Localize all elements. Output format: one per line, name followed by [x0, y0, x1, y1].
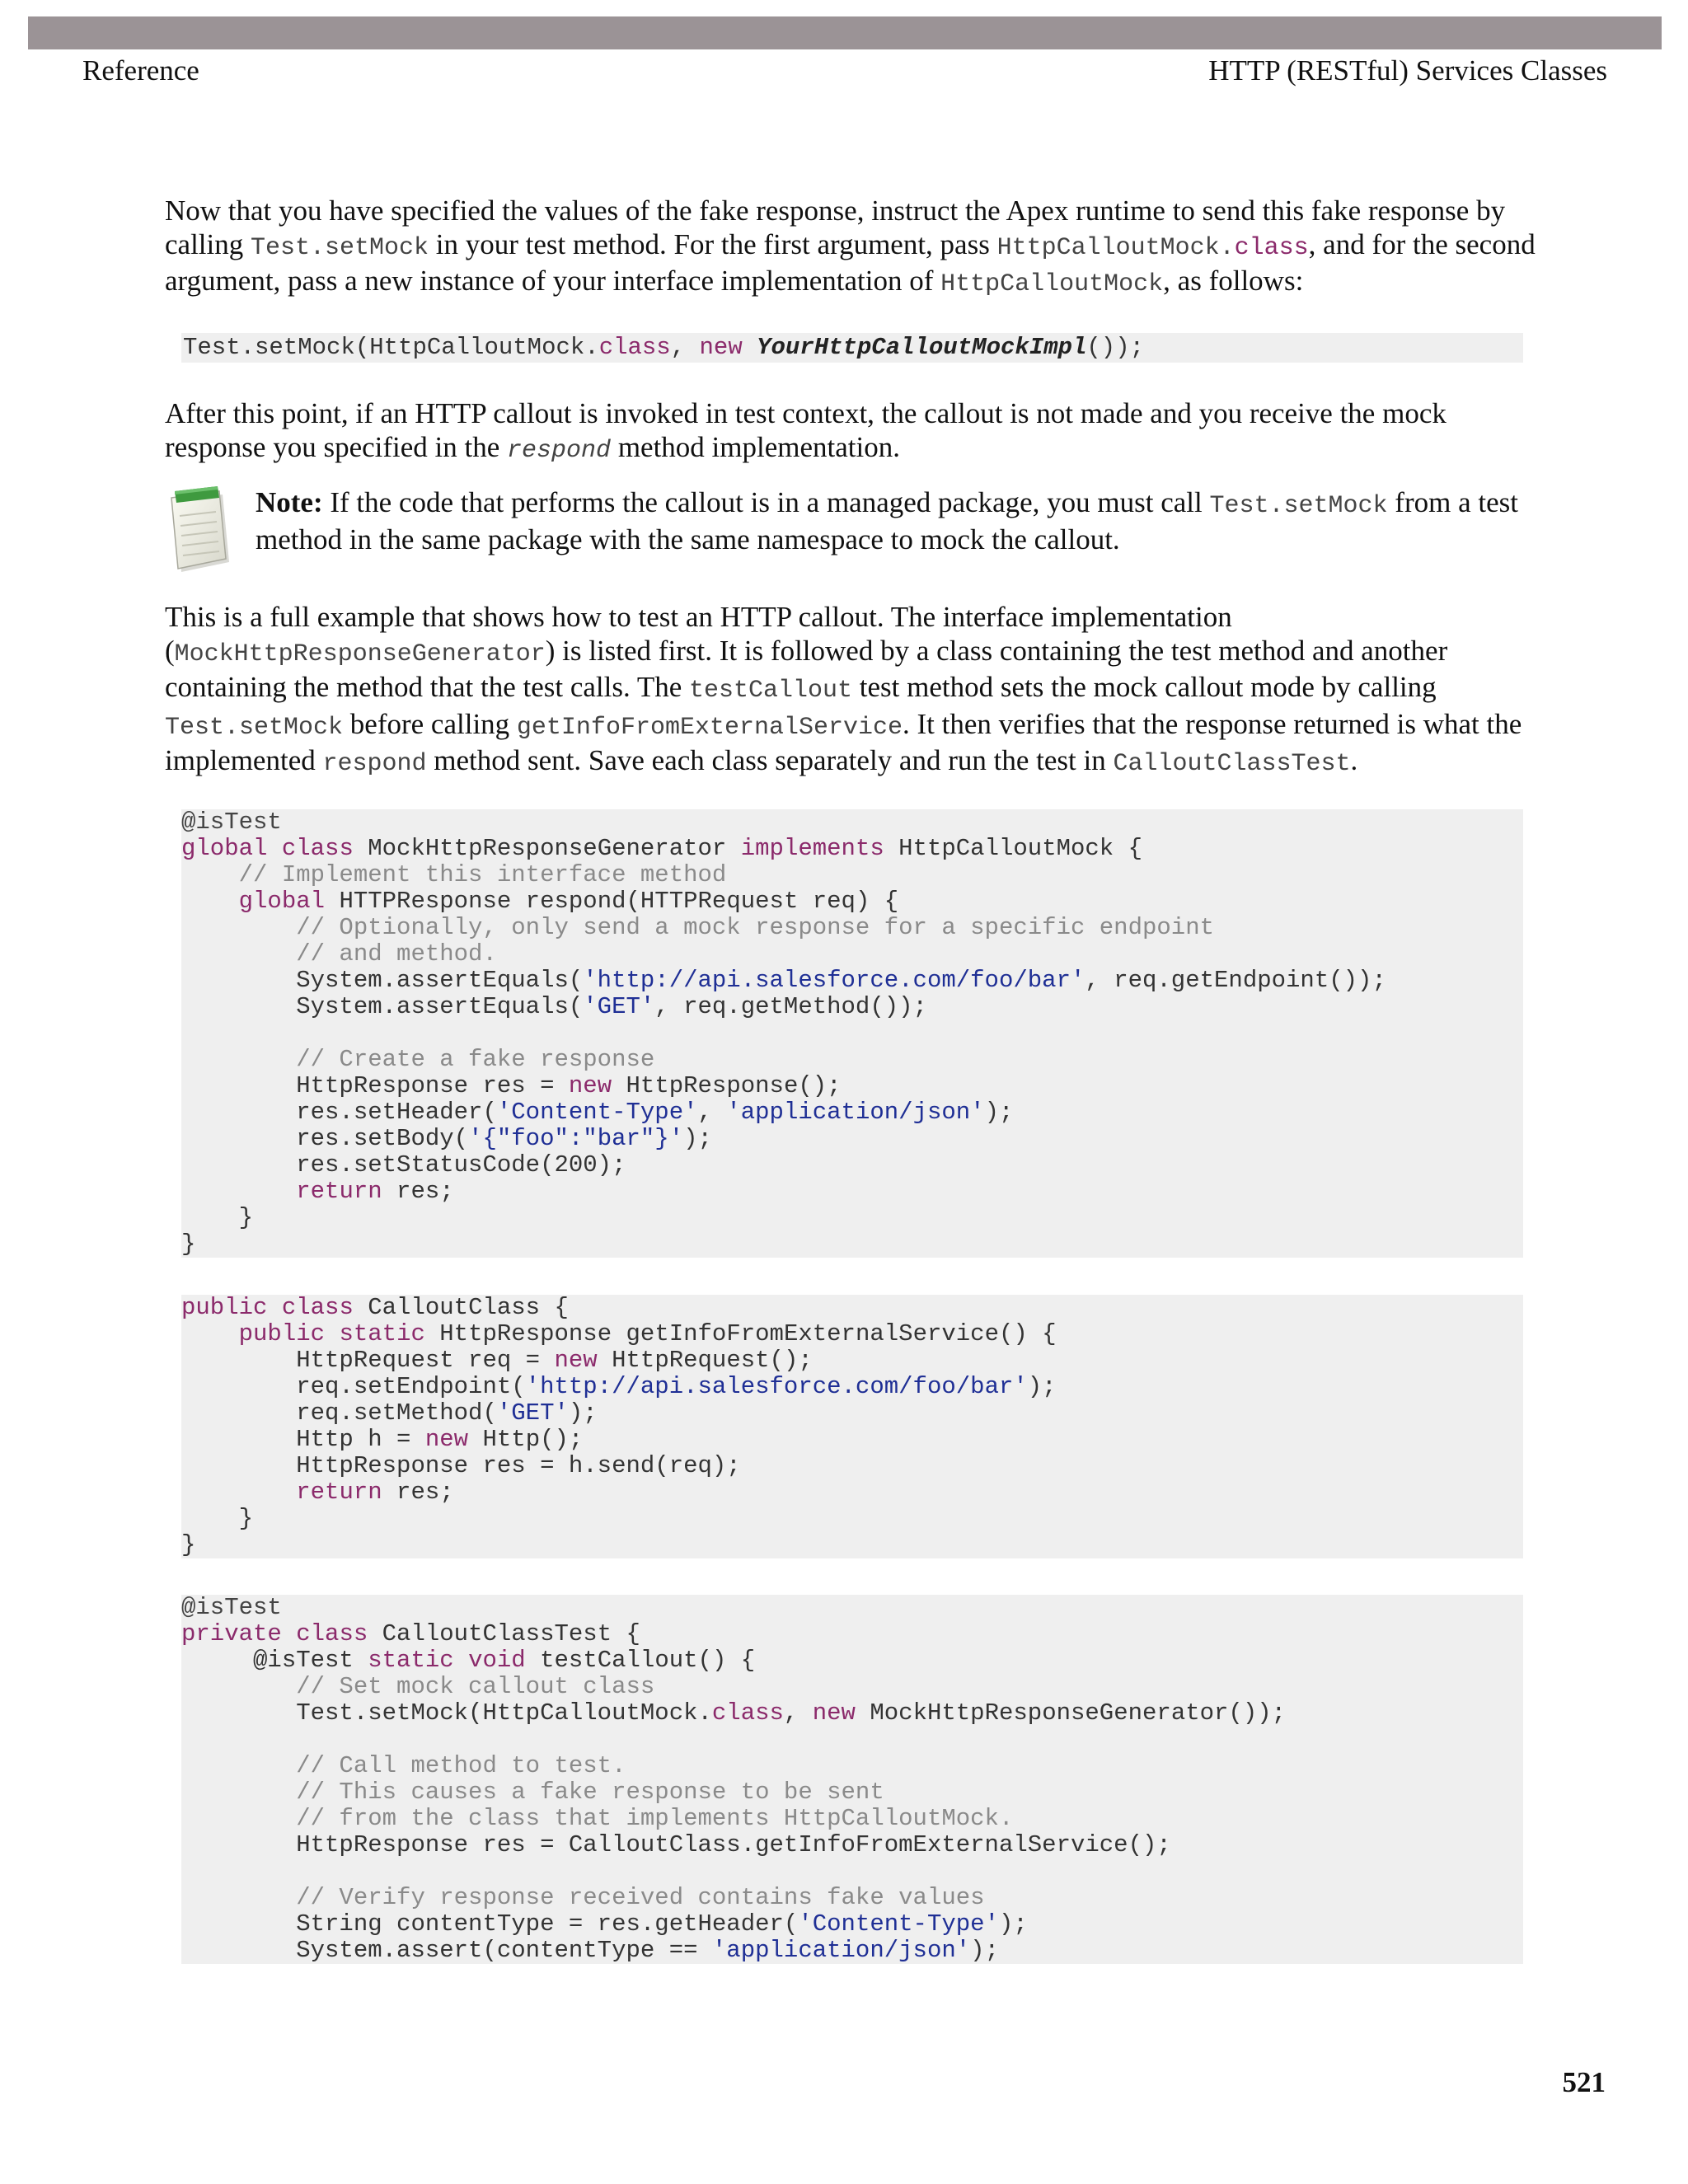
code-snippet-setmock: Test.setMock(HttpCalloutMock.class, new YourHttpCalloutMockImpl());: [181, 333, 1523, 363]
paragraph-setmock-intro: Now that you have specified the values of the fake response, instruct the Apex runtime to send this fake response by calling Test.setMock in your test method. For the first argument, pass HttpCalloutMock.class, and for the second argument, pass a new instance of your interface implementation of HttpCalloutMock, as follows:: [165, 194, 1536, 298]
paragraph-after-point: After this point, if an HTTP callout is invoked in test context, the callout is not made and you receive the mock response you specified in the respond method implementation.: [165, 397, 1447, 465]
note-box: [165, 486, 1558, 577]
header-section-left: Reference: [82, 54, 199, 87]
header-section-right: HTTP (RESTful) Services Classes: [1208, 54, 1607, 87]
paragraph-full-example: This is a full example that shows how to test an HTTP callout. The interface implementation (MockHttpResponseGenerator) is listed first. It is followed by a class containing the test method and another containing the method that the test calls. The testCallout test method sets the mock callout mode by calling Test.setMock before calling getInfoFromExternalService. It then verifies that the response returned is what the implemented respond method sent. Save each class separately and run the test in CalloutClassTest.: [165, 601, 1522, 778]
note-pad-icon: [168, 486, 231, 575]
header-bar: [28, 16, 1662, 49]
code-block-callout-class-test: @isTest private class CalloutClassTest { @isTest static void testCallout() { // Set mock callout class Test.setMock(HttpCalloutMock.class, new MockHttpResponseGenerator()); // Call method to test. // This causes a fake response to be sent // from the class that implements HttpCalloutMock. HttpResponse res = CalloutClass.getInfoFromExternalService(); // Verify response received contains fake values String contentType = res.getHeader('Content-Type'); System.assert(contentType == 'application/json');: [181, 1595, 1523, 1964]
code-block-mock-generator: @isTest global class MockHttpResponseGenerator implements HttpCalloutMock { // Implement this interface method global HTTPResponse respond(HTTPRequest req) { // Optionally, only send a mock response for a specific endpoint // and method. System.assertEquals('http://api.salesforce.com/foo/bar', req.getEndpoint()); System.assertEquals('GET', req.getMethod()); // Create a fake response HttpResponse res = new HttpResponse(); res.setHeader('Content-Type', 'application/json'); res.setBody('{"foo":"bar"}'); res.setStatusCode(200); return res; } }: [181, 809, 1523, 1258]
page-number: 521: [1562, 2066, 1606, 2098]
note-text: Note: If the code that performs the callout is in a managed package, you must call Test.setMock from a test method in the same package with the same namespace to mock the callout.: [256, 486, 1518, 555]
code-block-callout-class: public class CalloutClass { public static HttpResponse getInfoFromExternalService() { HttpRequest req = new HttpRequest(); req.setEndpoint('http://api.salesforce.com/foo/bar'); req.setMethod('GET'); Http h = new Http(); HttpResponse res = h.send(req); return res; } }: [181, 1295, 1523, 1558]
